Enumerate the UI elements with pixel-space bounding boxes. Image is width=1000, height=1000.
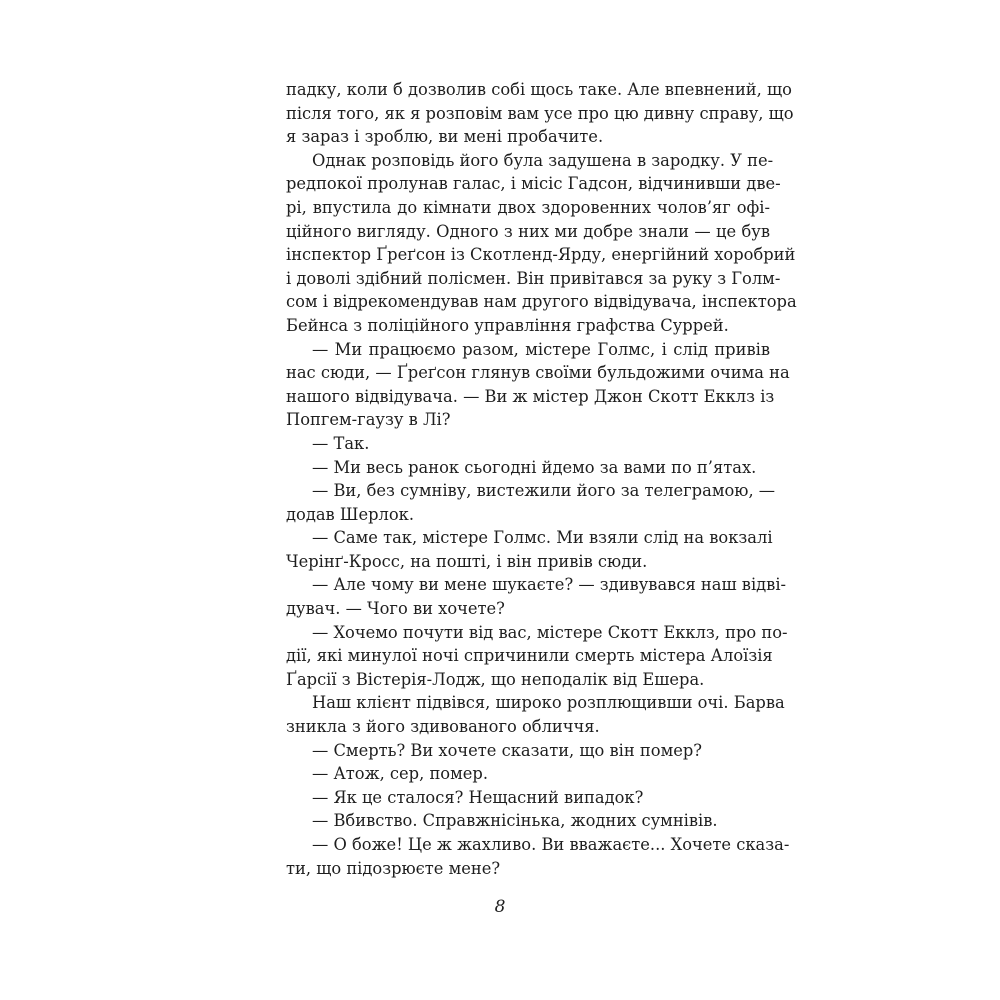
text-line: редпокої пролунав галас, і місіс Гадсон, відчинивши две- (286, 174, 781, 194)
text-line: я зараз і зроблю, ви мені пробачите. (286, 127, 604, 147)
text-line: Ґарсії з Вістерія-Лодж, що неподалік від Ешера. (286, 669, 705, 689)
text-line: ти, що підозрюєте мене? (286, 858, 501, 878)
text-line: — Смерть? Ви хочете сказати, що він помер? (312, 740, 703, 760)
text-line: — Але чому ви мене шукаєте? — здивувався наш відві- (312, 575, 787, 595)
text-line: після того, як я розповім вам усе про цю дивну справу, що (286, 103, 794, 123)
text-line: — Ви, без сумніву, вистежили його за телеграмою, — (312, 481, 776, 501)
text-line: Наш клієнт підвівся, широко розплющивши очі. Барва (312, 693, 785, 713)
text-line: Черінґ-Кросс, на пошті, і він привів сюди. (286, 551, 648, 571)
text-line: рі, впустила до кімнати двох здоровенних чолов’яг офі- (286, 197, 770, 217)
page-number: 8 (494, 897, 506, 917)
text-line: нашого відвідувача. — Ви ж містер Джон Скотт Екклз із (286, 386, 775, 406)
text-line: — О боже! Це ж жахливо. Ви вважаєте... Хочете сказа- (312, 835, 790, 854)
text-line: — Хочемо почути від вас, містере Скотт Екклз, про по- (312, 622, 788, 642)
text-line: — Як це сталося? Нещасний випадок? (312, 787, 644, 807)
text-line: зникла з його здивованого обличчя. (286, 717, 600, 737)
text-line: ційного вигляду. Одного з них ми добре знали — це був (286, 221, 770, 241)
text-line: дії, які минулої ночі спричинили смерть містера Алоїзія (286, 646, 773, 666)
text-line: і доволі здібний полісмен. Він привітався за руку з Голм- (286, 268, 781, 288)
text-line: — Вбивство. Справжнісінька, жодних сумнівів. (312, 811, 718, 831)
text-line: падку, коли б дозволив собі щось таке. Але впевнений, що (286, 80, 792, 99)
text-line: — Атож, сер, помер. (312, 764, 489, 784)
text-line: — Ми весь ранок сьогодні йдемо за вами по п’ятах. (312, 457, 757, 477)
text-line: нас сюди, — Ґреґсон глянув своїми бульдожими очима на (286, 363, 790, 383)
text-line: сом і відрекомендував нам другого відвідувача, інспектора (286, 292, 797, 312)
text-line: додав Шерлок. (286, 504, 415, 524)
text-line: Попгем-гаузу в Лі? (286, 410, 451, 430)
text-line: Однак розповідь його була задушена в зародку. У пе- (312, 150, 774, 170)
text-line: дувач. — Чого ви хочете? (286, 599, 505, 619)
text-line: — Ми працюємо разом, містере Голмс, і слід привів (312, 339, 770, 359)
page-text-block (286, 78, 797, 880)
text-line: Бейнса з поліційного управління графства Суррей. (286, 315, 729, 335)
text-line: інспектор Ґреґсон із Скотленд-Ярду, енергійний хоробрий (286, 245, 796, 265)
text-line: — Так. (312, 433, 370, 453)
text-line: — Саме так, містере Голмс. Ми взяли слід на вокзалі (312, 528, 773, 548)
